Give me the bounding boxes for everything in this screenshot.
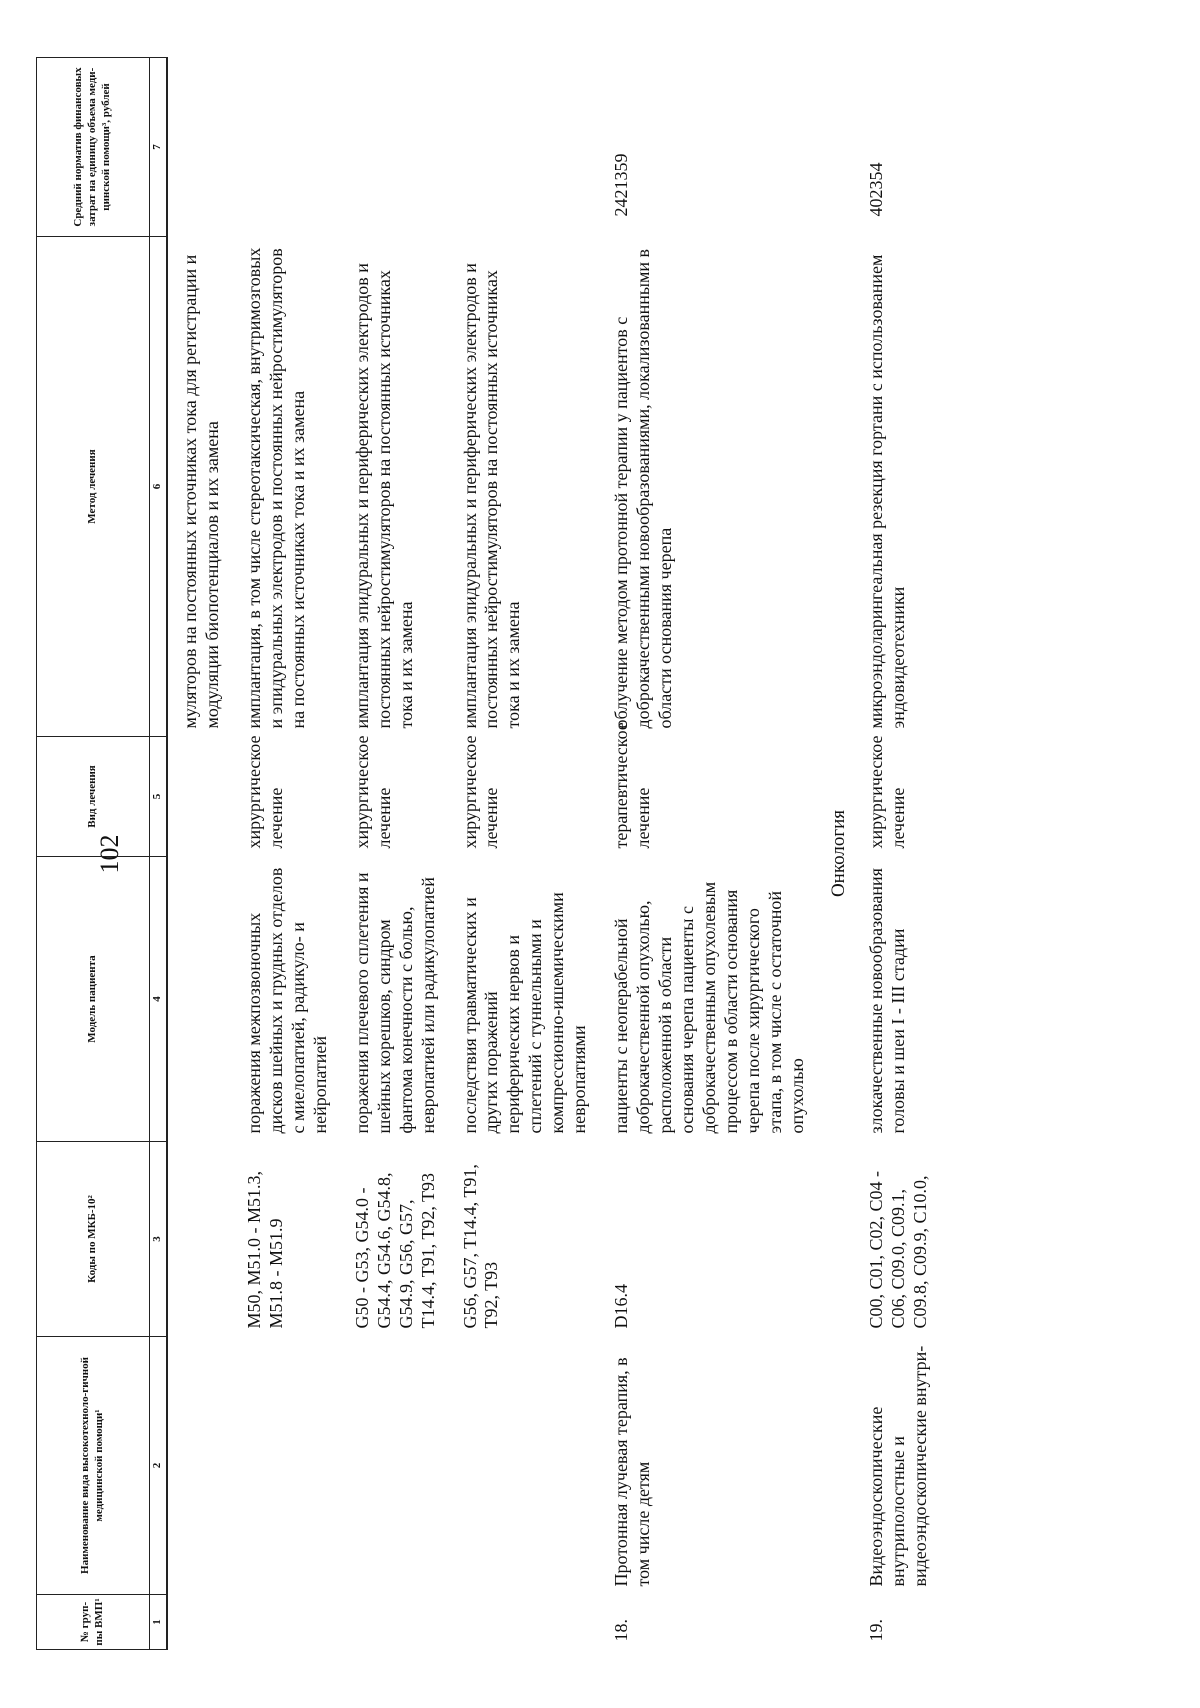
- column-number: 1: [150, 1595, 168, 1650]
- cell-treatment-type: [167, 737, 238, 857]
- cell-group: 18.: [611, 1619, 632, 1642]
- column-number: 5: [150, 737, 168, 857]
- table-row: [167, 58, 238, 1650]
- cell-treatment-type: хирургическое лечение: [866, 735, 908, 849]
- cell-cost: [238, 58, 346, 237]
- cell-method: микроэндоларингеальная резекция гортани с использованием эндовидеотехники: [866, 254, 908, 729]
- cell-method: имплантация, в том числе стереотаксическая, внутримозговых и эпидуральных электродов и постоянных нейростимуляторов на постоянных источниках тока и их замена: [243, 247, 308, 729]
- cell-cost: [454, 58, 606, 237]
- cell-name: [167, 1337, 238, 1595]
- cell-group: 19.: [866, 1619, 886, 1642]
- cell-model: поражения плечевого сплетения и шейных корешков, синдром фантома конечности с болью, невропатией или радикулопатией: [351, 872, 438, 1134]
- cell-group: [454, 1595, 606, 1650]
- cell-method: имплантация эпидуральных и периферических электродов и постоянных нейростимуляторов на постоянных источниках тока и их замена: [351, 263, 416, 729]
- column-number: 3: [150, 1142, 168, 1337]
- cell-name: [238, 1337, 346, 1595]
- cell-treatment-type: терапевтическое лечение: [611, 722, 654, 849]
- cell-model: поражения межпозвоночных дисков шейных и грудных отделов с миелопатией, радикуло- и нейропатией: [243, 867, 330, 1134]
- header-icd-codes: Коды по МКБ-10²: [37, 1142, 150, 1337]
- page-number: 102: [95, 834, 124, 874]
- cell-model: [167, 857, 238, 1142]
- cell-treatment-type: хирургическое лечение: [459, 735, 502, 849]
- column-number: 7: [150, 58, 168, 237]
- column-number: 2: [150, 1337, 168, 1595]
- header-treatment-type: Вид лечения: [37, 737, 150, 857]
- column-numbers-row: [150, 58, 168, 1650]
- cell-method: имплантация эпидуральных и периферических электродов и постоянных нейростимуляторов на постоянных источниках тока и их замена: [459, 263, 524, 729]
- table-row: [238, 58, 346, 1650]
- cell-method: облучение методом протонной терапии у пациентов с доброкачественными новообразованиями, локализованными в области основания черепа: [611, 248, 676, 729]
- section-row: [823, 58, 860, 1650]
- header-cost: Средний норматив финансовых затрат на единицу объема меди-цинской помощи³, рублей: [37, 58, 150, 237]
- rotated-page-content: [36, 58, 1156, 1650]
- table-row: [605, 58, 823, 1650]
- table-row: [454, 58, 606, 1650]
- cell-cost: 402354: [866, 162, 886, 217]
- section-title: Онкология: [827, 809, 849, 898]
- cell-treatment-type: хирургическое лечение: [351, 735, 394, 849]
- column-number: 4: [150, 857, 168, 1142]
- cell-cost: [346, 58, 454, 237]
- cell-treatment-type: хирургическое лечение: [243, 735, 286, 849]
- header-treatment-method: Метод лечения: [37, 237, 150, 737]
- cell-name: Видеоэндоскопические внутриполостные и видеоэндоскопические внутри-: [866, 1345, 930, 1587]
- cell-group: [238, 1595, 346, 1650]
- header-vmp-name: Наименование вида высокотехноло-гичной медицинской помощи¹: [37, 1337, 150, 1595]
- cell-name: [346, 1337, 454, 1595]
- cell-codes: G50 - G53, G54.0 - G54.4, G54.6, G54.8, G54.9, G56, G57, T14.4, T91, T92, T93: [351, 1172, 438, 1329]
- cell-group: [346, 1595, 454, 1650]
- cell-model: последствия травматических и других поражений периферических нервов и сплетений с туннельными и компрессионно-ишемическими невропатиями: [459, 892, 590, 1134]
- header-patient-model: Модель пациента: [37, 857, 150, 1142]
- cell-codes: M50, M51.0 - M51.3, M51.8 - M51.9: [243, 1170, 286, 1329]
- cell-name: Протонная лучевая терапия, в том числе детям: [611, 1357, 654, 1587]
- cell-name: [454, 1337, 606, 1595]
- vmp-table: [36, 57, 946, 1650]
- cell-cost: 2421359: [611, 153, 632, 217]
- cell-group: [167, 1595, 238, 1650]
- table-row: [860, 58, 946, 1650]
- cell-codes: C00, C01, C02, C04 - C06, C09.0, C09.1, C09.8, C09.9, C10.0,: [866, 1170, 930, 1329]
- cell-method: муляторов на постоянных источниках тока для регистрации и модуляции биопотенциалов и их замена: [180, 254, 222, 729]
- cell-model: пациенты с неоперабельной доброкачественной опухолью, расположенной в области основания черепа пациенты с доброкачественным опухолевым процессом в области основания черепа после хирургического этапа, в том числе с остаточной опухолью: [611, 881, 807, 1134]
- header-row: [37, 58, 150, 1650]
- header-group-number: № груп-пы ВМП¹: [37, 1595, 150, 1650]
- cell-cost: [167, 58, 238, 237]
- cell-codes: [167, 1142, 238, 1337]
- cell-codes: D16.4: [611, 1284, 632, 1329]
- table-row: [346, 58, 454, 1650]
- cell-codes: G56, G57, T14.4, T91, T92, T93: [459, 1164, 502, 1329]
- cell-model: злокачественные новообразования головы и шеи I - III стадии: [866, 868, 908, 1134]
- column-number: 6: [150, 237, 168, 737]
